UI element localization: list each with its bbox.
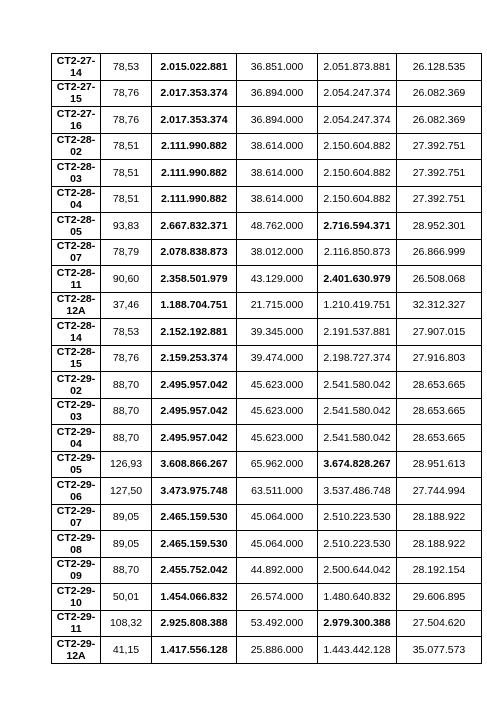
- apartment-code-cell: CT2-29-02: [52, 372, 101, 399]
- apartment-code-cell: CT2-28-15: [52, 345, 101, 372]
- area-cell: 78,51: [101, 160, 152, 187]
- unit-price-cell: 27.392.751: [397, 133, 482, 160]
- total-price-cell: 1.443.442.128: [318, 637, 397, 664]
- price-cell: 2.111.990.882: [152, 133, 237, 160]
- area-cell: 78,53: [101, 54, 152, 81]
- price-cell: 1.454.066.832: [152, 584, 237, 611]
- apartment-code-cell: CT2-29-07: [52, 504, 101, 531]
- maintenance-fee-cell: 44.892.000: [237, 557, 318, 584]
- table-row: [52, 478, 482, 505]
- unit-price-cell: 26.082.369: [397, 80, 482, 107]
- price-cell: 3.473.975.748: [152, 478, 237, 505]
- maintenance-fee-cell: 38.614.000: [237, 133, 318, 160]
- maintenance-fee-cell: 65.962.000: [237, 451, 318, 478]
- apartment-code-cell: CT2-29-11: [52, 610, 101, 637]
- area-cell: 90,60: [101, 266, 152, 293]
- table-row: [52, 610, 482, 637]
- table-row: [52, 107, 482, 134]
- apartment-code-cell: CT2-29-08: [52, 531, 101, 558]
- price-cell: 2.667.832.371: [152, 213, 237, 240]
- total-price-cell: 2.979.300.388: [318, 610, 397, 637]
- price-cell: 2.495.957.042: [152, 398, 237, 425]
- table-row: [52, 637, 482, 664]
- unit-price-cell: 27.504.620: [397, 610, 482, 637]
- total-price-cell: 2.541.580.042: [318, 398, 397, 425]
- table-row: [52, 504, 482, 531]
- area-cell: 108,32: [101, 610, 152, 637]
- area-cell: 78,53: [101, 319, 152, 346]
- maintenance-fee-cell: 48.762.000: [237, 213, 318, 240]
- area-cell: 37,46: [101, 292, 152, 319]
- total-price-cell: 2.716.594.371: [318, 213, 397, 240]
- apartment-code-cell: CT2-28-05: [52, 213, 101, 240]
- price-cell: 2.078.838.873: [152, 239, 237, 266]
- area-cell: 41,15: [101, 637, 152, 664]
- maintenance-fee-cell: 36.894.000: [237, 107, 318, 134]
- price-cell: 3.608.866.267: [152, 451, 237, 478]
- area-cell: 78,51: [101, 186, 152, 213]
- area-cell: 88,70: [101, 398, 152, 425]
- total-price-cell: 2.054.247.374: [318, 107, 397, 134]
- total-price-cell: 2.541.580.042: [318, 425, 397, 452]
- price-cell: 2.455.752.042: [152, 557, 237, 584]
- apartment-code-cell: CT2-28-11: [52, 266, 101, 293]
- unit-price-cell: 29.606.895: [397, 584, 482, 611]
- price-cell: 2.152.192.881: [152, 319, 237, 346]
- total-price-cell: 2.510.223.530: [318, 531, 397, 558]
- price-cell: 2.159.253.374: [152, 345, 237, 372]
- area-cell: 126,93: [101, 451, 152, 478]
- table-row: [52, 80, 482, 107]
- apartment-code-cell: CT2-27-16: [52, 107, 101, 134]
- apartment-code-cell: CT2-28-07: [52, 239, 101, 266]
- price-cell: 2.111.990.882: [152, 186, 237, 213]
- maintenance-fee-cell: 45.623.000: [237, 425, 318, 452]
- price-cell: 2.111.990.882: [152, 160, 237, 187]
- price-cell: 2.925.808.388: [152, 610, 237, 637]
- apartment-code-cell: CT2-29-04: [52, 425, 101, 452]
- total-price-cell: 2.150.604.882: [318, 160, 397, 187]
- price-cell: 2.017.353.374: [152, 80, 237, 107]
- unit-price-cell: 28.192.154: [397, 557, 482, 584]
- area-cell: 88,70: [101, 425, 152, 452]
- table-row: [52, 213, 482, 240]
- table-row: [52, 133, 482, 160]
- total-price-cell: 2.051.873.881: [318, 54, 397, 81]
- unit-price-cell: 26.082.369: [397, 107, 482, 134]
- apartment-code-cell: CT2-27-15: [52, 80, 101, 107]
- table-row: [52, 584, 482, 611]
- unit-price-cell: 28.188.922: [397, 531, 482, 558]
- table-row: [52, 345, 482, 372]
- total-price-cell: 2.198.727.374: [318, 345, 397, 372]
- area-cell: 78,76: [101, 107, 152, 134]
- unit-price-cell: 28.653.665: [397, 398, 482, 425]
- maintenance-fee-cell: 45.064.000: [237, 504, 318, 531]
- area-cell: 88,70: [101, 372, 152, 399]
- total-price-cell: 3.674.828.267: [318, 451, 397, 478]
- maintenance-fee-cell: 43.129.000: [237, 266, 318, 293]
- total-price-cell: 3.537.486.748: [318, 478, 397, 505]
- unit-price-cell: 28.951.613: [397, 451, 482, 478]
- table-row: [52, 372, 482, 399]
- table-row: [52, 292, 482, 319]
- unit-price-cell: 28.188.922: [397, 504, 482, 531]
- apartment-code-cell: CT2-29-06: [52, 478, 101, 505]
- apartment-code-cell: CT2-27-14: [52, 54, 101, 81]
- price-cell: 2.495.957.042: [152, 372, 237, 399]
- table-row: [52, 531, 482, 558]
- area-cell: 88,70: [101, 557, 152, 584]
- unit-price-cell: 27.744.994: [397, 478, 482, 505]
- apartment-code-cell: CT2-28-03: [52, 160, 101, 187]
- maintenance-fee-cell: 45.623.000: [237, 372, 318, 399]
- area-cell: 89,05: [101, 531, 152, 558]
- table-row: [52, 160, 482, 187]
- unit-price-cell: 26.128.535: [397, 54, 482, 81]
- table-row: [52, 319, 482, 346]
- unit-price-cell: 26.866.999: [397, 239, 482, 266]
- apartment-code-cell: CT2-29-03: [52, 398, 101, 425]
- table-row: [52, 54, 482, 81]
- table-row: [52, 239, 482, 266]
- maintenance-fee-cell: 38.614.000: [237, 186, 318, 213]
- unit-price-cell: 27.907.015: [397, 319, 482, 346]
- total-price-cell: 2.191.537.881: [318, 319, 397, 346]
- table-row: [52, 186, 482, 213]
- table-row: [52, 398, 482, 425]
- area-cell: 127,50: [101, 478, 152, 505]
- maintenance-fee-cell: 26.574.000: [237, 584, 318, 611]
- area-cell: 50,01: [101, 584, 152, 611]
- maintenance-fee-cell: 38.012.000: [237, 239, 318, 266]
- apartment-code-cell: CT2-29-12A: [52, 637, 101, 664]
- maintenance-fee-cell: 36.851.000: [237, 54, 318, 81]
- price-cell: 2.015.022.881: [152, 54, 237, 81]
- unit-price-cell: 28.653.665: [397, 372, 482, 399]
- table-row: [52, 451, 482, 478]
- area-cell: 78,76: [101, 345, 152, 372]
- area-cell: 89,05: [101, 504, 152, 531]
- table-row: [52, 425, 482, 452]
- total-price-cell: 2.054.247.374: [318, 80, 397, 107]
- total-price-cell: 2.116.850.873: [318, 239, 397, 266]
- table-row: [52, 266, 482, 293]
- total-price-cell: 2.500.644.042: [318, 557, 397, 584]
- apartment-price-table: [51, 53, 482, 664]
- unit-price-cell: 32.312.327: [397, 292, 482, 319]
- area-cell: 78,79: [101, 239, 152, 266]
- price-cell: 2.465.159.530: [152, 504, 237, 531]
- apartment-code-cell: CT2-28-12A: [52, 292, 101, 319]
- unit-price-cell: 28.653.665: [397, 425, 482, 452]
- unit-price-cell: 27.392.751: [397, 186, 482, 213]
- total-price-cell: 2.510.223.530: [318, 504, 397, 531]
- maintenance-fee-cell: 63.511.000: [237, 478, 318, 505]
- total-price-cell: 2.401.630.979: [318, 266, 397, 293]
- area-cell: 78,76: [101, 80, 152, 107]
- price-cell: 1.188.704.751: [152, 292, 237, 319]
- apartment-code-cell: CT2-28-02: [52, 133, 101, 160]
- price-cell: 2.495.957.042: [152, 425, 237, 452]
- unit-price-cell: 35.077.573: [397, 637, 482, 664]
- price-cell: 2.465.159.530: [152, 531, 237, 558]
- price-cell: 2.017.353.374: [152, 107, 237, 134]
- total-price-cell: 2.150.604.882: [318, 133, 397, 160]
- apartment-code-cell: CT2-28-14: [52, 319, 101, 346]
- total-price-cell: 2.150.604.882: [318, 186, 397, 213]
- unit-price-cell: 28.952.301: [397, 213, 482, 240]
- price-cell: 2.358.501.979: [152, 266, 237, 293]
- maintenance-fee-cell: 36.894.000: [237, 80, 318, 107]
- table-body: [52, 54, 482, 664]
- maintenance-fee-cell: 53.492.000: [237, 610, 318, 637]
- total-price-cell: 1.210.419.751: [318, 292, 397, 319]
- apartment-code-cell: CT2-28-04: [52, 186, 101, 213]
- unit-price-cell: 26.508.068: [397, 266, 482, 293]
- apartment-code-cell: CT2-29-09: [52, 557, 101, 584]
- apartment-code-cell: CT2-29-05: [52, 451, 101, 478]
- maintenance-fee-cell: 39.474.000: [237, 345, 318, 372]
- maintenance-fee-cell: 25.886.000: [237, 637, 318, 664]
- unit-price-cell: 27.916.803: [397, 345, 482, 372]
- total-price-cell: 2.541.580.042: [318, 372, 397, 399]
- maintenance-fee-cell: 38.614.000: [237, 160, 318, 187]
- total-price-cell: 1.480.640.832: [318, 584, 397, 611]
- maintenance-fee-cell: 21.715.000: [237, 292, 318, 319]
- table-row: [52, 557, 482, 584]
- area-cell: 78,51: [101, 133, 152, 160]
- price-cell: 1.417.556.128: [152, 637, 237, 664]
- apartment-code-cell: CT2-29-10: [52, 584, 101, 611]
- maintenance-fee-cell: 45.623.000: [237, 398, 318, 425]
- area-cell: 93,83: [101, 213, 152, 240]
- unit-price-cell: 27.392.751: [397, 160, 482, 187]
- maintenance-fee-cell: 45.064.000: [237, 531, 318, 558]
- maintenance-fee-cell: 39.345.000: [237, 319, 318, 346]
